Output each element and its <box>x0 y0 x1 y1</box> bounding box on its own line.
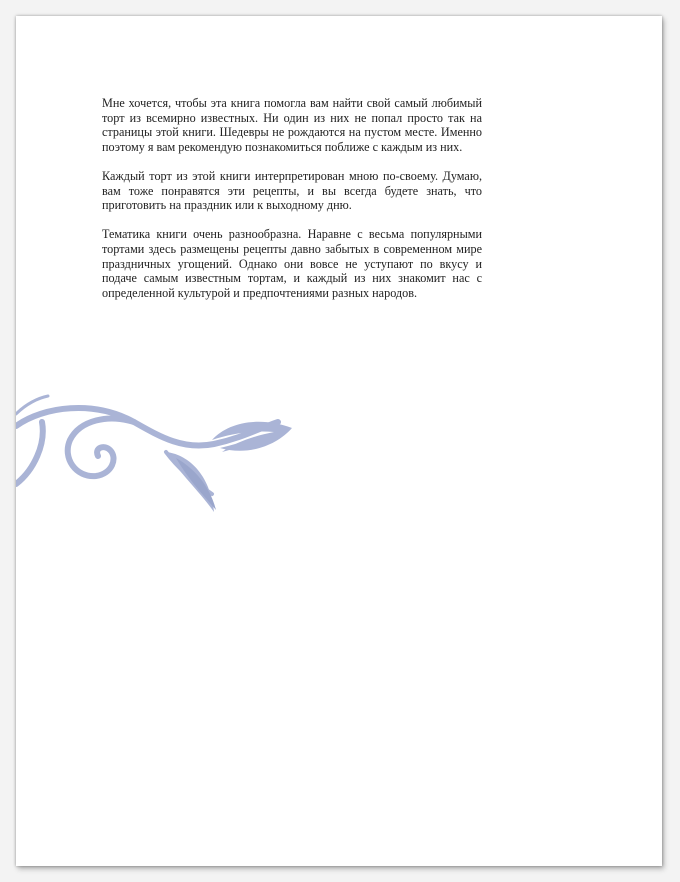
paragraph-1: Мне хочется, чтобы эта книга помогла вам найти свой самый любимый торт из всемирно известных. Ни один из них не попал просто так на страницы этой книги. Шедевры не рождаются на пустом месте. Именно поэтому я вам рекомендую познакомиться поближе с каждым из них. <box>102 96 482 154</box>
paragraph-3: Тематика книги очень разнообразна. Наравне с весьма популярными тортами здесь размещены рецепты давно забытых в современном мире праздничных угощений. Однако они вовсе не уступают по вкусу и подаче самым известным тортам, и каждый из них знакомит нас с определенной культурой и предпочтениями разных народов. <box>102 227 482 300</box>
floral-swirl-ornament-icon <box>16 392 316 522</box>
body-text <box>102 96 482 315</box>
document-page <box>16 16 662 866</box>
paragraph-2: Каждый торт из этой книги интерпретирован мною по-своему. Думаю, вам тоже понравятся эти рецепты, и вы всегда будете знать, что приготовить на праздник или к выходному дню. <box>102 168 482 213</box>
